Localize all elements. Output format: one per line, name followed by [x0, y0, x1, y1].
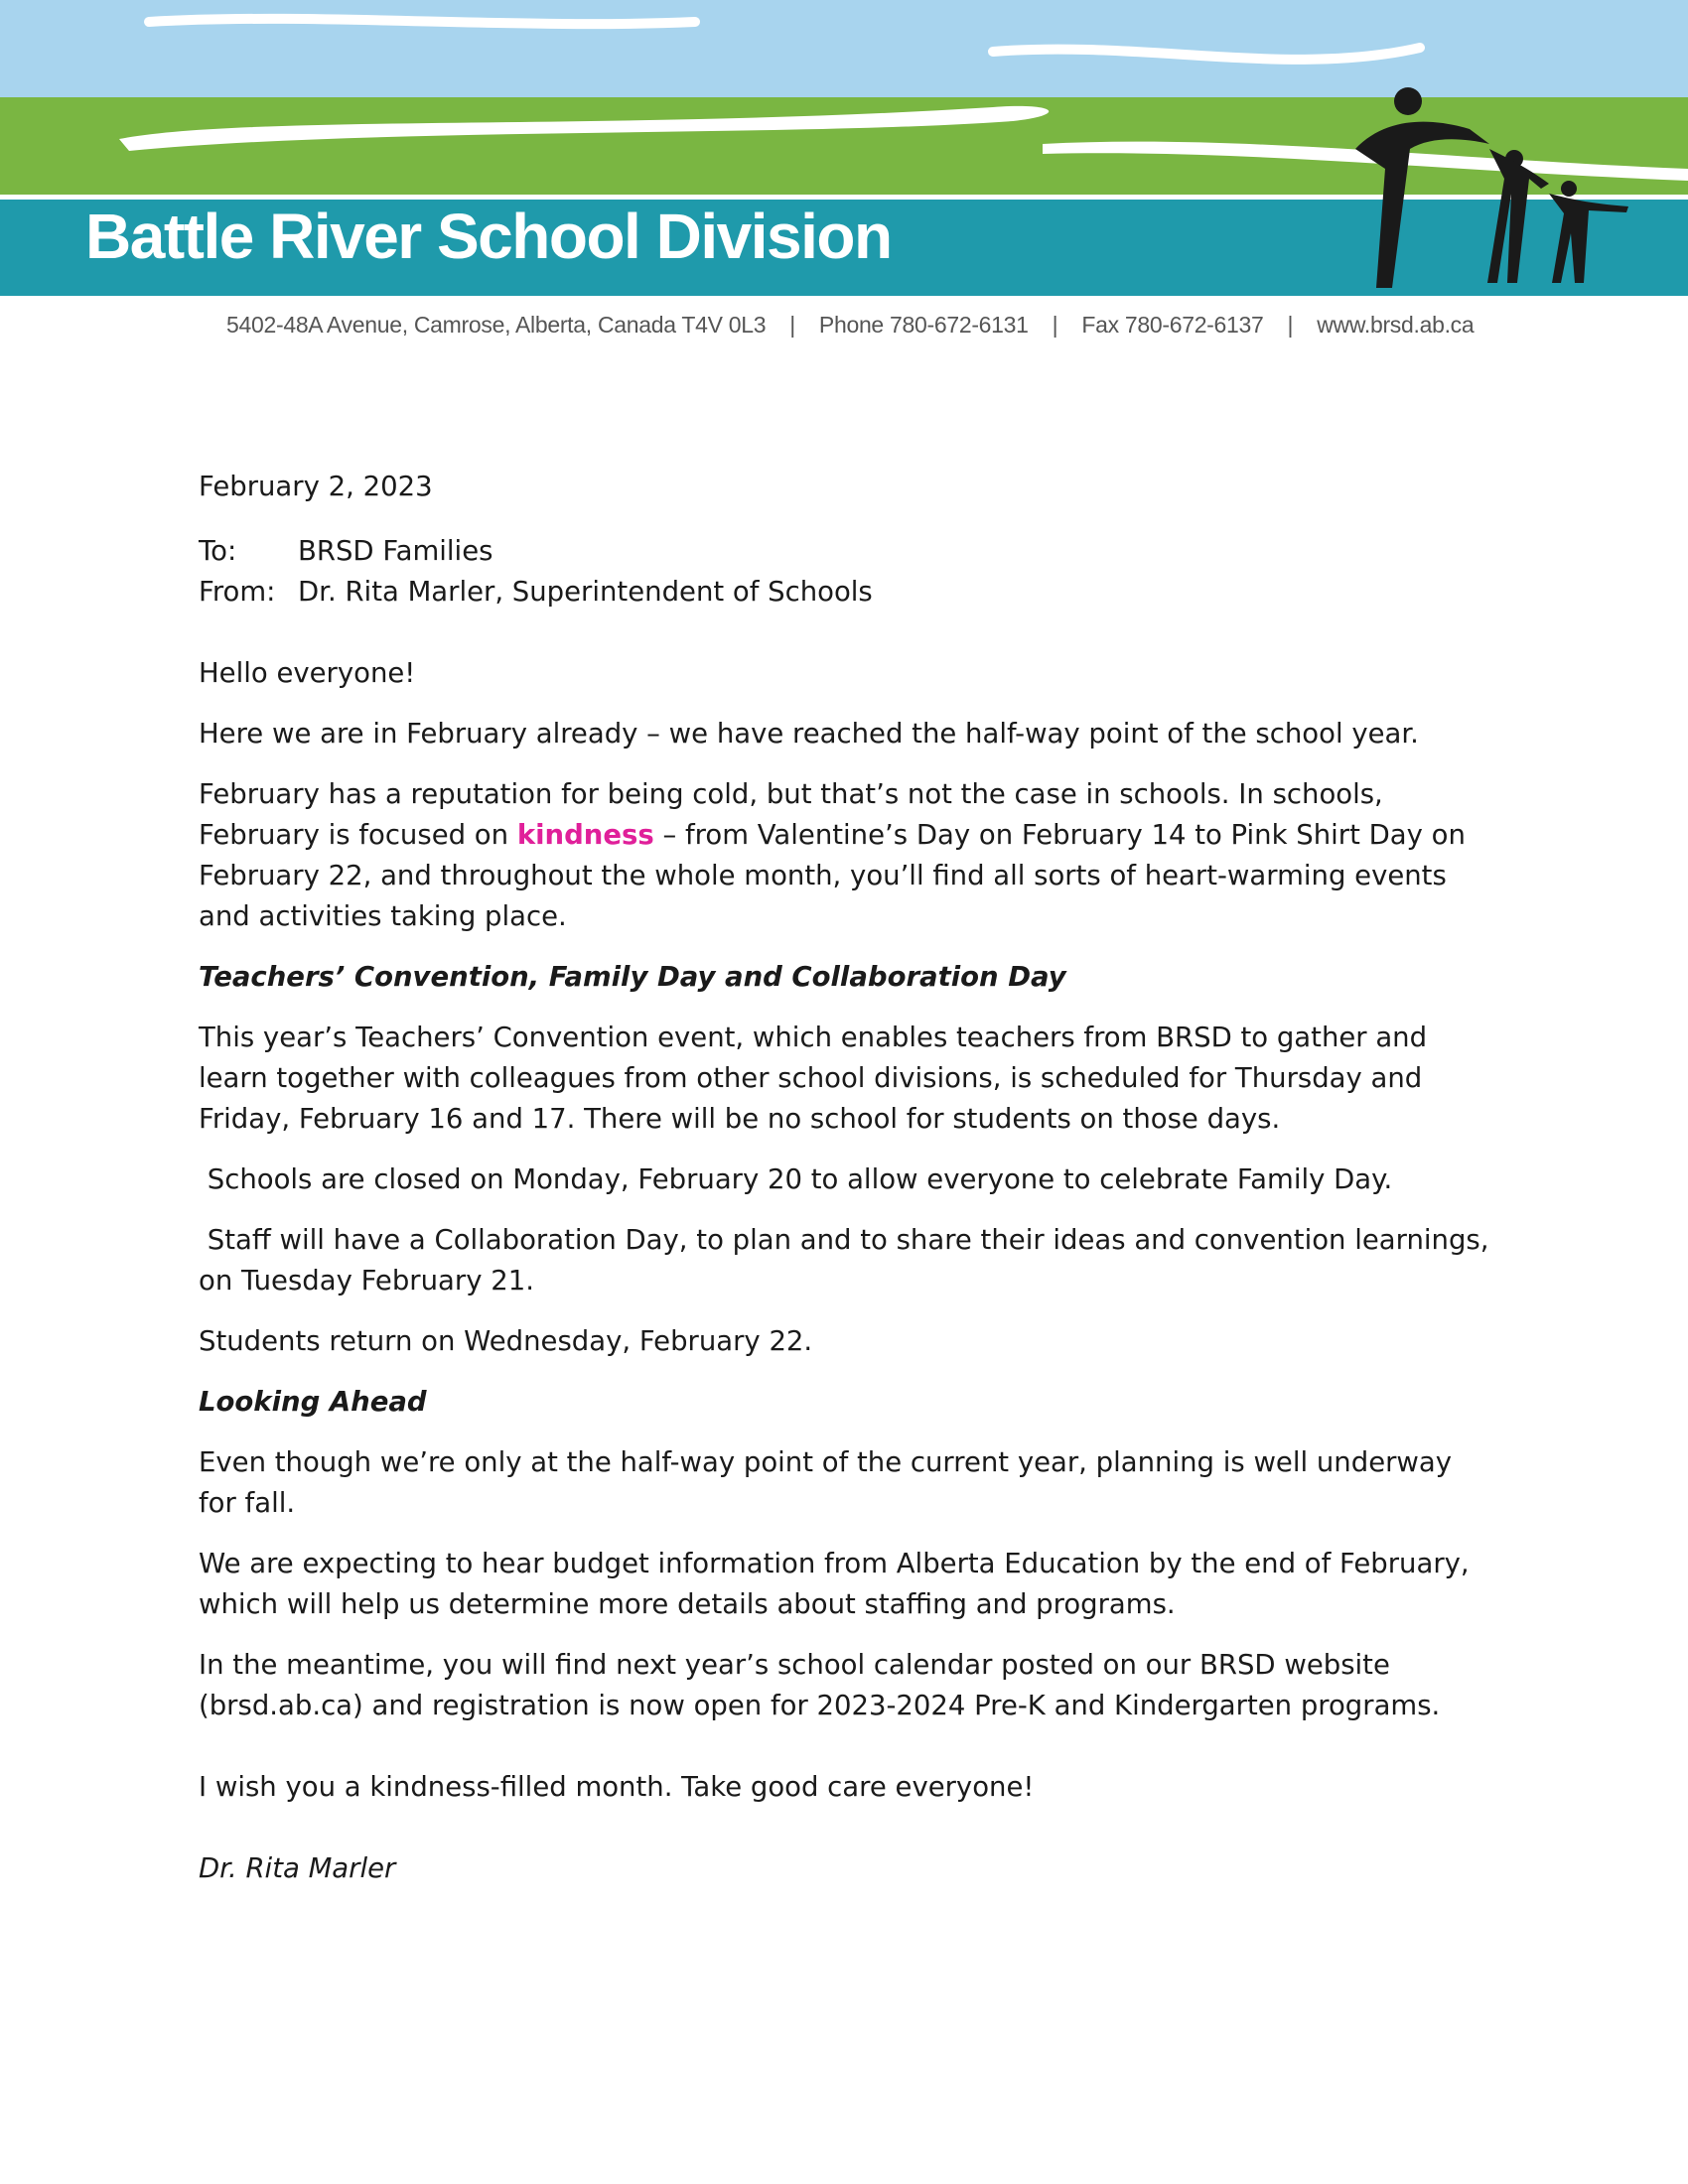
letterhead-banner: [0, 0, 1688, 338]
paragraph-text: – from Valentine’s Day on February 14 to Pink Shirt Day on February 22, and throughout the whole month, you’ll find all sorts of heart-warming events and activities taking place.: [199, 819, 1466, 932]
paragraph-intro: Here we are in February already – we have reached the half-way point of the school year.: [199, 718, 1419, 750]
fax: Fax 780-672-6137: [1081, 312, 1264, 338]
closing-line: I wish you a kindness-filled month. Take good care everyone!: [199, 1771, 1035, 1803]
separator: |: [1287, 312, 1294, 338]
phone: Phone 780-672-6131: [818, 312, 1029, 338]
paragraph-family-day: Schools are closed on Monday, February 20 to allow everyone to celebrate Family Day.: [199, 1163, 1393, 1195]
to-line: [199, 531, 1489, 572]
kindness-highlight: kindness: [516, 819, 654, 851]
section-heading-looking-ahead: Looking Ahead: [199, 1386, 427, 1418]
contact-line: [226, 312, 1474, 339]
paragraph-text: February has a reputation for being cold, but that’s not the case in schools. In schools, February is focused on: [199, 778, 1383, 851]
paragraph-budget: We are expecting to hear budget information from Alberta Education by the end of February, which will help us determine more details about staffing and programs.: [199, 1548, 1470, 1620]
separator: |: [789, 312, 795, 338]
paragraph-collaboration: Staff will have a Collaboration Day, to plan and to share their ideas and convention learnings, on Tuesday February 21.: [199, 1224, 1498, 1297]
separator: |: [1052, 312, 1058, 338]
paragraph-kindness: [199, 774, 1489, 937]
section-heading-convention: Teachers’ Convention, Family Day and Collaboration Day: [199, 961, 1066, 993]
to-value: BRSD Families: [298, 535, 493, 567]
greeting: Hello everyone!: [199, 657, 416, 689]
address: 5402-48A Avenue, Camrose, Alberta, Canada T4V 0L3: [226, 312, 767, 338]
letter-body: [199, 467, 1498, 1889]
letter-date: February 2, 2023: [199, 471, 433, 502]
from-label: From:: [199, 576, 276, 608]
from-value: Dr. Rita Marler, Superintendent of Schools: [298, 576, 873, 608]
website-link[interactable]: www.brsd.ab.ca: [1317, 312, 1475, 338]
paragraph-convention: This year’s Teachers’ Convention event, which enables teachers from BRSD to gather and learn together with colleagues from other school divisions, is scheduled for Thursday and Friday, February 16 and 17. There will be no school for students on those days.: [199, 1022, 1428, 1135]
signature: Dr. Rita Marler: [199, 1852, 396, 1884]
paragraph-planning: Even though we’re only at the half-way point of the current year, planning is well underway for fall.: [199, 1446, 1453, 1519]
paragraph-return: Students return on Wednesday, February 22.: [199, 1325, 813, 1357]
to-label: To:: [199, 535, 237, 567]
organization-name: Battle River School Division: [85, 201, 892, 272]
from-line: [199, 572, 1489, 613]
paragraph-calendar: In the meantime, you will find next year’s school calendar posted on our BRSD website (brsd.ab.ca) and registration is now open for 2023-2024 Pre-K and Kindergarten programs.: [199, 1649, 1441, 1721]
